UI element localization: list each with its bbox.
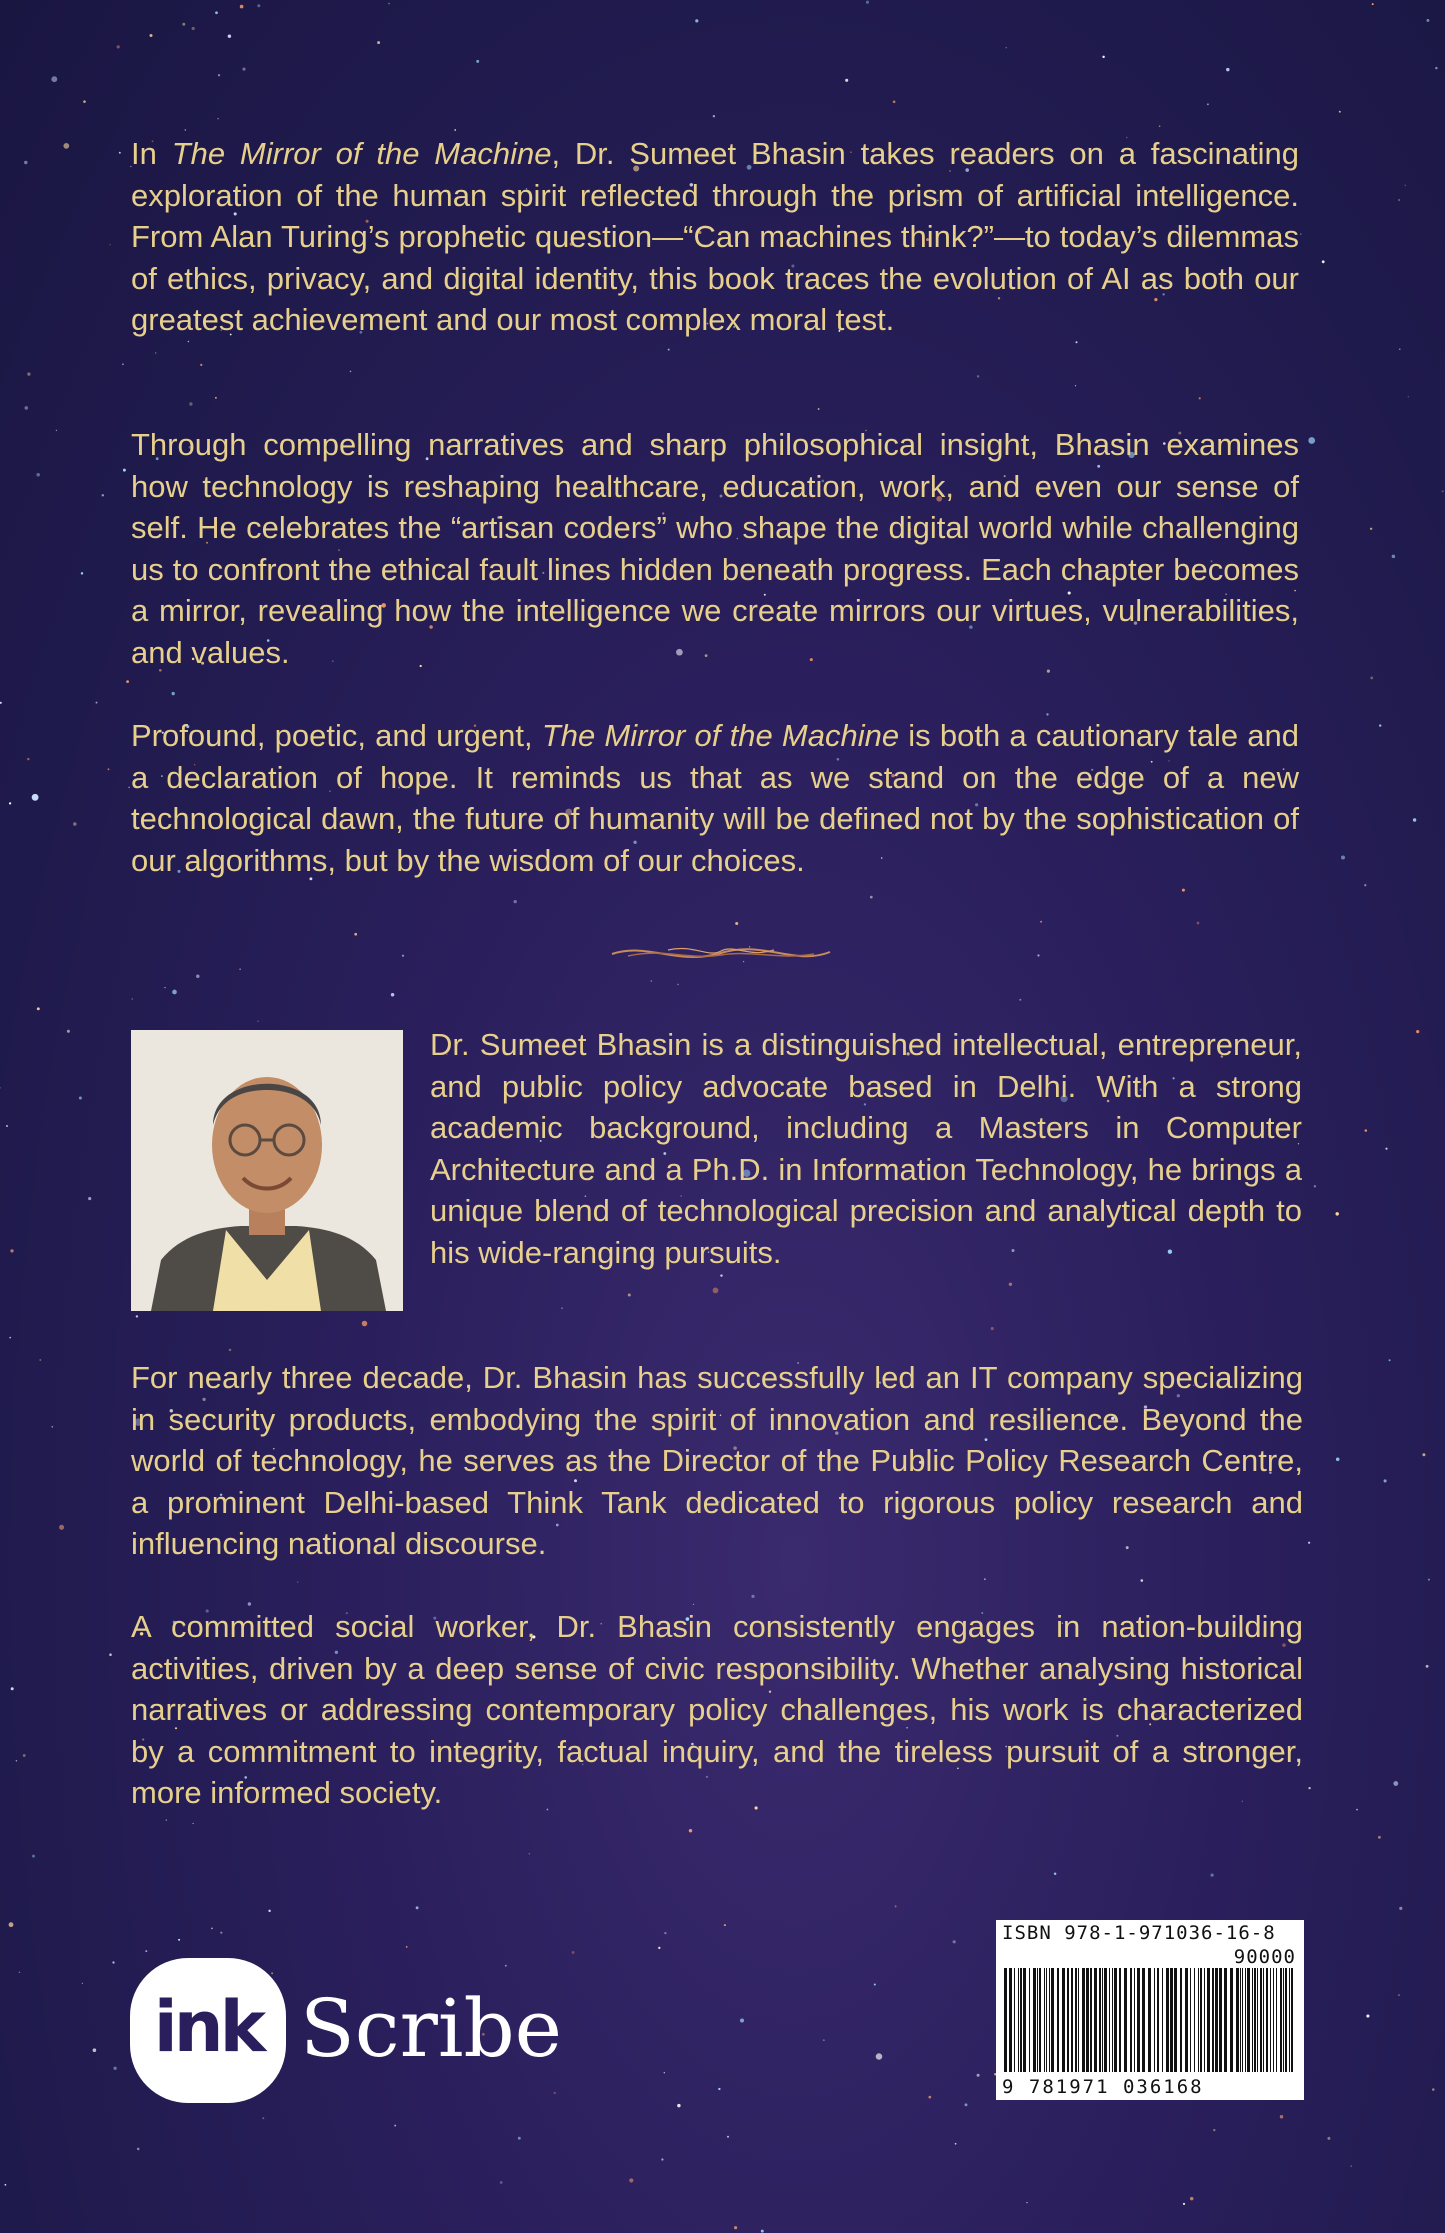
barcode-bar <box>1224 1968 1227 2072</box>
star <box>51 1426 53 1428</box>
star <box>1182 889 1185 892</box>
star <box>870 896 873 899</box>
barcode-bar <box>1044 1968 1045 2072</box>
star <box>529 1853 531 1855</box>
star <box>1365 1129 1367 1131</box>
star <box>172 990 177 995</box>
barcode-bar <box>1200 1968 1202 2072</box>
star <box>661 2158 663 2160</box>
star <box>257 4 260 7</box>
star <box>257 1021 258 1022</box>
star <box>1370 677 1373 680</box>
star <box>1141 1579 1144 1582</box>
barcode-bar <box>1090 1968 1092 2072</box>
barcode-bar <box>1252 1968 1253 2072</box>
barcode-bar <box>1273 1968 1274 2072</box>
star <box>126 680 129 683</box>
star <box>965 2103 968 2106</box>
star <box>1435 67 1437 69</box>
star <box>229 1349 232 1352</box>
star <box>109 1653 112 1656</box>
barcode-bar <box>1215 1968 1218 2072</box>
star <box>1308 1542 1310 1544</box>
star <box>228 34 231 37</box>
star <box>628 1294 631 1297</box>
star <box>1335 1212 1338 1215</box>
star <box>1392 555 1396 559</box>
star <box>984 1578 986 1580</box>
barcode-bar <box>1198 1968 1199 2072</box>
star <box>1372 3 1374 5</box>
star <box>724 1924 726 1926</box>
logo-ink-text: ink <box>153 1986 263 2068</box>
star <box>32 1855 35 1858</box>
star <box>689 1829 692 1832</box>
star <box>895 1905 897 1907</box>
star <box>16 1760 17 1761</box>
star <box>27 758 29 760</box>
barcode-bar <box>1062 1968 1065 2072</box>
barcode-bar <box>1194 1968 1195 2072</box>
star <box>128 787 130 789</box>
star <box>818 408 820 410</box>
star <box>416 1906 419 1909</box>
star <box>1037 954 1039 956</box>
barcode-bar <box>1124 1968 1127 2072</box>
star <box>1393 1781 1398 1786</box>
barcode-bar <box>1020 1968 1022 2072</box>
star <box>36 473 40 477</box>
star <box>63 143 69 149</box>
decorative-divider-flourish <box>608 938 834 968</box>
author-bio-paragraph-2: For nearly three decade, Dr. Bhasin has successfully led an IT company specializing in security products, embodying the spirit of innovation and resilience. Beyond the world of technology, he serves as the Director of the Public Policy Research Centre, a prominent Delhi-based Think Tank dedicated to rigorous policy research and influencing national discourse. <box>131 1360 1303 1561</box>
barcode-bar <box>1180 1968 1182 2072</box>
star <box>977 2074 980 2077</box>
star <box>1308 437 1315 444</box>
barcode-bar <box>1190 1968 1191 2072</box>
star <box>10 1249 13 1252</box>
barcode-bar <box>1285 1968 1287 2072</box>
star <box>1308 1787 1310 1789</box>
barcode-bar <box>1219 1968 1222 2072</box>
star <box>131 998 132 999</box>
barcode-bar <box>1270 1968 1271 2072</box>
star <box>240 5 244 9</box>
star <box>664 1932 666 1934</box>
star <box>1356 1809 1358 1811</box>
star <box>677 984 679 986</box>
book-title-italic: The Mirror of the Machine <box>541 718 900 753</box>
star <box>561 1307 563 1309</box>
barcode-bar <box>1094 1968 1097 2072</box>
barcode-bar <box>1242 1968 1243 2072</box>
star <box>1432 2088 1435 2091</box>
star <box>1322 260 1325 263</box>
star <box>9 1337 11 1339</box>
barcode-bar <box>1154 1968 1155 2072</box>
star <box>377 41 380 44</box>
barcode-bar <box>1170 1968 1173 2072</box>
star <box>866 1 869 4</box>
barcode-bar <box>1283 1968 1284 2072</box>
barcode-bar <box>1112 1968 1113 2072</box>
star <box>1006 47 1007 48</box>
star <box>354 933 357 936</box>
star <box>751 1595 754 1598</box>
barcode-bar <box>1263 1968 1264 2072</box>
star <box>1019 999 1021 1001</box>
star <box>1379 724 1381 726</box>
star <box>977 375 979 377</box>
star <box>1422 1453 1425 1456</box>
author-photo <box>131 1030 403 1311</box>
star <box>845 79 848 82</box>
star <box>876 2053 883 2060</box>
star <box>166 1819 167 1820</box>
star <box>388 3 390 5</box>
star <box>9 802 11 804</box>
barcode-bar <box>1082 1968 1085 2072</box>
star <box>1370 528 1372 530</box>
star <box>1442 490 1444 492</box>
star <box>25 406 29 410</box>
star <box>823 2039 825 2041</box>
barcode-bar <box>1137 1968 1140 2072</box>
price-code: 90000 <box>1233 1946 1296 1968</box>
barcode-bar <box>1018 1968 1019 2072</box>
barcode-bar <box>1148 1968 1151 2072</box>
barcode-bar <box>1099 1968 1101 2072</box>
star <box>664 2072 665 2073</box>
barcode-bar <box>1142 1968 1145 2072</box>
blurb-paragraph-3: Profound, poetic, and urgent, The Mirror of the Machine is both a cautionary tale and a declaration of hope. It reminds us that as we stand on the edge of a new technological dawn, the future of humanity will be defined not by the sophistication of our algorithms, but by the wisdom of our choices. <box>131 718 1299 878</box>
star <box>122 363 124 365</box>
star <box>1416 1030 1419 1033</box>
star <box>178 1939 180 1941</box>
barcode-bar <box>1236 1968 1239 2072</box>
star <box>735 922 738 925</box>
star <box>514 900 517 903</box>
star <box>1389 1359 1391 1361</box>
star <box>189 402 192 405</box>
star <box>188 341 190 343</box>
star <box>718 2088 720 2090</box>
star <box>1398 1994 1400 1996</box>
barcode-bar <box>1247 1968 1250 2072</box>
barcode-bar <box>1075 1968 1077 2072</box>
barcode-bar <box>1157 1968 1159 2072</box>
star <box>119 152 121 154</box>
barcode-bar <box>1134 1968 1135 2072</box>
barcode-bar <box>1009 1968 1012 2072</box>
star <box>56 430 57 431</box>
star <box>1300 233 1302 235</box>
barcode-bar <box>1004 1968 1007 2072</box>
star <box>668 349 670 351</box>
star <box>1026 2202 1027 2203</box>
star <box>650 980 652 982</box>
star <box>1336 1458 1340 1462</box>
barcode-bar <box>1254 1968 1256 2072</box>
star <box>172 692 175 695</box>
star <box>164 987 165 988</box>
star <box>1350 2165 1352 2167</box>
star <box>727 2136 729 2138</box>
star <box>82 1983 83 1984</box>
star <box>1213 2129 1215 2131</box>
star <box>67 1030 70 1033</box>
star <box>196 975 200 979</box>
star <box>1413 818 1416 821</box>
star <box>192 27 195 30</box>
star <box>955 2143 957 2145</box>
star <box>1009 1283 1012 1286</box>
author-bio-paragraph-3: A committed social worker, Dr. Bhasin consistently engages in nation-building activities, driven by a deep sense of civic responsibility. Whether analysing historical narratives or addressing contemporary policy challenges, his work is characterized by a commitment to integrity, factual inquiry, and the tireless pursuit of a stronger, more informed society. <box>131 1609 1303 1810</box>
star <box>402 955 404 957</box>
star <box>1366 2014 1369 2017</box>
star <box>24 161 27 164</box>
star <box>893 100 896 103</box>
star <box>572 1951 575 1954</box>
star <box>1054 1873 1057 1876</box>
star <box>112 1961 114 1963</box>
star <box>217 118 219 120</box>
barcode-bar <box>1037 1968 1038 2072</box>
book-title-italic: The Mirror of the Machine <box>171 136 552 171</box>
star <box>1197 922 1200 925</box>
star <box>268 1910 270 1912</box>
star <box>629 2178 633 2182</box>
author-bio-paragraph-1: Dr. Sumeet Bhasin is a distinguished intellectual, entrepreneur, and public policy advocate based in Delhi. With a strong academic background, including a Masters in Computer Architecture and a Ph.D. in Information Technology, he brings a unique blend of technological precision and analytical depth to his wide-ranging pursuits. <box>430 1027 1302 1270</box>
star <box>1075 341 1077 343</box>
star <box>83 100 86 103</box>
star <box>476 60 479 63</box>
star <box>6 1125 8 1127</box>
star <box>123 469 126 472</box>
star <box>658 1947 660 1949</box>
barcode-bar <box>1162 1968 1163 2072</box>
star <box>1378 1836 1381 1839</box>
star <box>1040 921 1042 923</box>
star <box>93 2048 97 2052</box>
star <box>79 1097 82 1100</box>
barcode-bar <box>1174 1968 1177 2072</box>
star <box>1341 856 1345 860</box>
barcode-bar <box>1240 1968 1241 2072</box>
barcode-bar <box>1166 1968 1169 2072</box>
star <box>1399 1907 1402 1910</box>
barcode-bar <box>1102 1968 1103 2072</box>
star <box>32 794 39 801</box>
barcode-bar <box>1014 1968 1015 2072</box>
star <box>1280 2115 1283 2118</box>
star <box>1398 199 1399 200</box>
star <box>1408 396 1409 397</box>
isbn-label: ISBN 978-1-971036-16-8 <box>1002 1922 1276 1944</box>
star <box>215 397 217 399</box>
barcode-bar <box>1071 1968 1073 2072</box>
star <box>1428 1579 1430 1581</box>
isbn-barcode <box>996 1920 1304 2100</box>
star <box>262 2117 264 2119</box>
star <box>215 11 218 14</box>
barcode-bar <box>1289 1968 1290 2072</box>
star <box>1210 1873 1213 1876</box>
star <box>1075 385 1076 386</box>
star <box>297 1581 298 1582</box>
star <box>102 494 104 496</box>
barcode-bar <box>1033 1968 1036 2072</box>
star <box>928 2096 931 2099</box>
star <box>350 371 352 373</box>
star <box>59 1525 64 1530</box>
barcode-bar <box>1046 1968 1047 2072</box>
barcode-bar <box>1067 1968 1069 2072</box>
barcode-bar <box>1023 1968 1026 2072</box>
star <box>220 1932 222 1934</box>
barcode-bar <box>1104 1968 1107 2072</box>
star <box>1426 19 1429 22</box>
star <box>88 1197 91 1200</box>
star <box>1207 103 1209 105</box>
barcode-bar <box>1130 1968 1132 2072</box>
star <box>9 1922 14 1927</box>
star <box>96 702 98 704</box>
inkscribe-publisher-logo <box>130 1958 590 2103</box>
star <box>117 45 120 48</box>
barcode-bar <box>1280 1968 1282 2072</box>
star <box>239 969 240 970</box>
star <box>1199 397 1201 399</box>
star <box>51 76 57 82</box>
star <box>136 1315 138 1317</box>
barcode-bar <box>1114 1968 1117 2072</box>
barcode-bar <box>1049 1968 1050 2072</box>
blurb-paragraph-1: In The Mirror of the Machine, Dr. Sumeet Bhasin takes readers on a fascinating exploration of the human spirit reflected through the prism of artificial intelligence. From Alan Turing’s prophetic question—“Can machines think?”—to today’s dilemmas of ethics, privacy, and digital identity, this book traces the evolution of AI as both our greatest achievement and our most complex moral test. <box>131 136 1299 337</box>
barcode-bar <box>1257 1968 1258 2072</box>
star <box>1399 348 1401 350</box>
star <box>27 372 30 375</box>
barcode-bar <box>1230 1968 1233 2072</box>
star <box>394 2125 396 2127</box>
star <box>19 1972 20 1973</box>
barcode-bar <box>1086 1968 1089 2072</box>
star <box>693 1604 694 1605</box>
barcode-bar <box>1039 1968 1041 2072</box>
star <box>200 364 202 366</box>
barcode-bar <box>1185 1968 1188 2072</box>
star <box>1226 68 1229 71</box>
star <box>149 34 152 37</box>
star <box>1364 884 1366 886</box>
star <box>677 2104 680 2107</box>
star <box>113 2067 116 2070</box>
star <box>184 129 186 131</box>
star <box>1159 125 1161 127</box>
star <box>1339 111 1341 113</box>
star <box>109 244 110 245</box>
star <box>991 1327 994 1330</box>
star <box>713 115 715 117</box>
barcode-bar <box>1078 1968 1079 2072</box>
star <box>406 1946 408 1948</box>
barcode-bar <box>1204 1968 1205 2072</box>
star <box>1190 2197 1194 2201</box>
barcode-bar <box>1119 1968 1121 2072</box>
barcode-bar <box>1207 1968 1210 2072</box>
star <box>362 1321 368 1327</box>
star <box>39 1359 41 1361</box>
star <box>734 2226 737 2229</box>
star <box>1314 1185 1316 1187</box>
star <box>713 1287 719 1293</box>
star <box>81 572 83 574</box>
star <box>0 702 2 704</box>
star <box>740 2018 744 2022</box>
star <box>454 129 456 131</box>
star <box>391 993 394 996</box>
barcode-digits: 9 781971 036168 <box>1002 2076 1204 2098</box>
star <box>218 74 220 76</box>
star <box>137 2148 140 2151</box>
star <box>1385 1148 1387 1150</box>
star <box>518 2137 521 2140</box>
star <box>953 1940 956 1943</box>
star <box>211 1928 213 1930</box>
star <box>720 1274 722 1276</box>
star <box>155 352 157 354</box>
barcode-bar <box>1291 1968 1293 2072</box>
star <box>1384 1479 1387 1482</box>
star <box>874 1984 876 1986</box>
blurb-paragraph-2: Through compelling narratives and sharp philosophical insight, Bhasin examines how technology is reshaping healthcare, education, work, and even our sense of self. He celebrates the “artisan coders” who shape the digital world while challenging us to confront the ethical fault lines hidden beneath progress. Each chapter becomes a mirror, revealing how the intelligence we create mirrors our virtues, vulnerabilities, and values. <box>131 427 1299 670</box>
star <box>1183 2203 1185 2205</box>
star <box>1327 2137 1330 2140</box>
barcode-bar <box>1260 1968 1262 2072</box>
star <box>695 19 698 22</box>
star <box>193 1823 194 1824</box>
barcode-bar <box>1029 1968 1030 2072</box>
logo-scribe-text: Scribe <box>300 1982 562 2075</box>
star <box>108 768 110 770</box>
star <box>145 1950 147 1952</box>
star <box>5 2184 7 2186</box>
barcode-bar <box>1057 1968 1059 2072</box>
star <box>242 68 245 71</box>
star <box>37 1007 40 1010</box>
barcode-bars <box>1004 1968 1296 2072</box>
star <box>761 2230 764 2233</box>
star <box>73 822 77 826</box>
barcode-bar <box>1109 1968 1110 2072</box>
barcode-bar <box>1266 1968 1268 2072</box>
barcode-bar <box>1276 1968 1277 2072</box>
star <box>23 1754 26 1757</box>
barcode-bar <box>1051 1968 1054 2072</box>
star <box>11 1687 14 1690</box>
star <box>0 1087 1 1088</box>
star <box>1102 56 1104 58</box>
star <box>1405 185 1406 186</box>
star <box>1426 1665 1429 1668</box>
barcode-bar <box>1245 1968 1246 2072</box>
barcode-bar <box>1212 1968 1214 2072</box>
star <box>182 23 185 26</box>
star <box>500 2181 503 2184</box>
